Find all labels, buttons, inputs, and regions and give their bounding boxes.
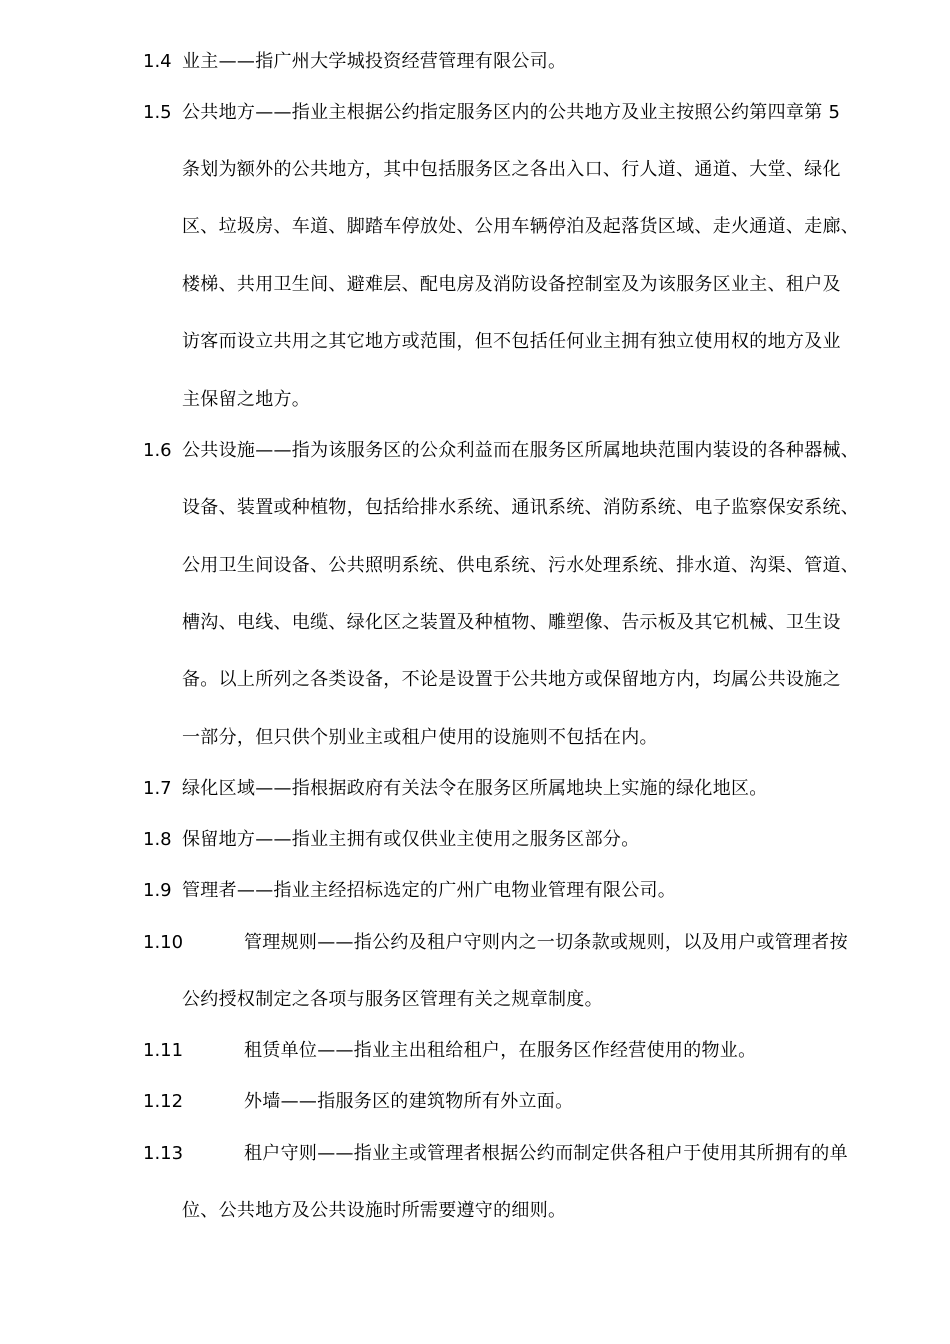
clause-number: 1.11 xyxy=(143,1040,184,1061)
clause-line: 公用卫生间设备、公共照明系统、供电系统、污水处理系统、排水道、沟渠、管道、 xyxy=(182,555,860,576)
clause-line: 备。以上所列之各类设备，不论是设置于公共地方或保留地方内，均属公共设施之 xyxy=(182,669,841,690)
clause-line: 区、垃圾房、车道、脚踏车停放处、公用车辆停泊及起落货区域、走火通道、走廊、 xyxy=(182,216,860,237)
clause-line: 保留地方——指业主拥有或仅供业主使用之服务区部分。 xyxy=(182,829,640,850)
clause-line: 租赁单位——指业主出租给租户，在服务区作经营使用的物业。 xyxy=(244,1040,757,1061)
clause-line: 外墙——指服务区的建筑物所有外立面。 xyxy=(244,1091,574,1112)
clause-line: 访客而设立共用之其它地方或范围，但不包括任何业主拥有独立使用权的地方及业 xyxy=(182,331,841,352)
clause-number: 1.8 xyxy=(143,829,172,850)
clause-number: 1.6 xyxy=(143,440,172,461)
clause-line: 管理规则——指公约及租户守则内之一切条款或规则，以及用户或管理者按 xyxy=(244,932,848,953)
clause-line: 管理者——指业主经招标选定的广州广电物业管理有限公司。 xyxy=(182,880,677,901)
clause-line: 主保留之地方。 xyxy=(182,389,311,410)
clause-number: 1.5 xyxy=(143,102,172,123)
clause-number: 1.12 xyxy=(143,1091,184,1112)
clause-line: 槽沟、电线、电缆、绿化区之装置及种植物、雕塑像、告示板及其它机械、卫生设 xyxy=(182,612,841,633)
clause-line: 设备、装置或种植物，包括给排水系统、通讯系统、消防系统、电子监察保安系统、 xyxy=(182,497,860,518)
clause-number: 1.4 xyxy=(143,51,172,72)
clause-line: 租户守则——指业主或管理者根据公约而制定供各租户于使用其所拥有的单 xyxy=(244,1143,848,1164)
clause-line: 业主——指广州大学城投资经营管理有限公司。 xyxy=(182,51,567,72)
clause-number: 1.10 xyxy=(143,932,184,953)
clause-line: 公共地方——指业主根据公约指定服务区内的公共地方及业主按照公约第四章第 5 xyxy=(182,102,841,123)
clause-line: 楼梯、共用卫生间、避难层、配电房及消防设备控制室及为该服务区业主、租户及 xyxy=(182,274,841,295)
clause-line: 条划为额外的公共地方，其中包括服务区之各出入口、行人道、通道、大堂、绿化 xyxy=(182,159,841,180)
clause-number: 1.7 xyxy=(143,778,172,799)
clause-line: 绿化区域——指根据政府有关法令在服务区所属地块上实施的绿化地区。 xyxy=(182,778,768,799)
clause-number: 1.13 xyxy=(143,1143,184,1164)
clause-line: 公约授权制定之各项与服务区管理有关之规章制度。 xyxy=(182,989,603,1010)
clause-line: 一部分，但只供个别业主或租户使用的设施则不包括在内。 xyxy=(182,727,658,748)
clause-line: 公共设施——指为该服务区的公众利益而在服务区所属地块范围内装设的各种器械、 xyxy=(182,440,860,461)
clause-number: 1.9 xyxy=(143,880,172,901)
clause-line: 位、公共地方及公共设施时所需要遵守的细则。 xyxy=(182,1200,567,1221)
